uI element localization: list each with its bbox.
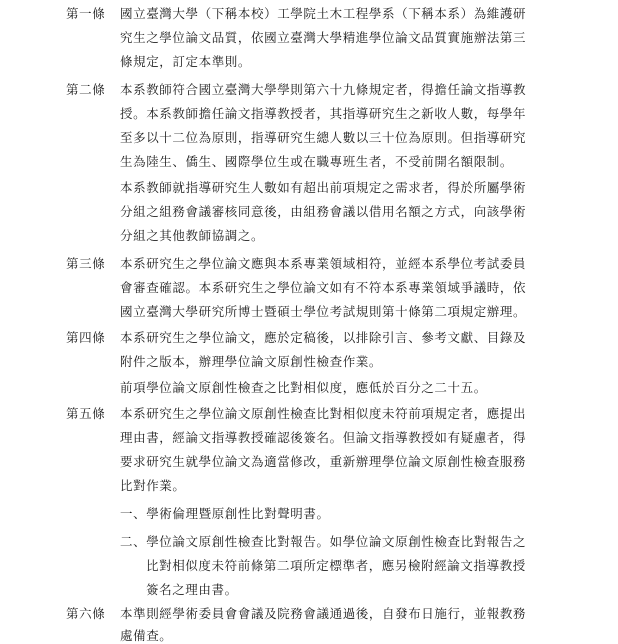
article-5-heading: 第五條 bbox=[66, 406, 106, 421]
article-5-item-2-cont: 比對相似度未符前條第二項所定標準者，應另檢附經論文指導教授 bbox=[146, 558, 526, 573]
article-1-line: 究生之學位論文品質，依國立臺灣大學精進學位論文品質實施辦法第三 bbox=[120, 30, 527, 45]
article-3-heading: 第三條 bbox=[66, 256, 106, 271]
article-4-line: 前項學位論文原創性檢查之比對相似度，應低於百分之二十五。 bbox=[120, 380, 487, 395]
article-3-line: 會審查確認。本系研究生之學位論文如有不符本系專業領域爭議時，依 bbox=[120, 280, 527, 295]
article-1-line: 國立臺灣大學（下稱本校）工學院土木工程學系（下稱本系）為維護研 bbox=[120, 6, 527, 21]
article-2-line: 分組之其他教師協調之。 bbox=[120, 228, 265, 243]
article-5-line: 本系研究生之學位論文原創性檢查比對相似度未符前項規定者，應提出 bbox=[120, 406, 527, 421]
article-6-line: 處備查。 bbox=[120, 628, 173, 643]
article-6-line: 本準則經學術委員會會議及院務會議通過後，自發布日施行，並報教務 bbox=[120, 606, 527, 621]
article-5-item-2-cont: 簽名之理由書。 bbox=[146, 582, 238, 597]
article-5-line: 理由書，經論文指導教授確認後簽名。但論文指導教授如有疑慮者，得 bbox=[120, 430, 527, 445]
article-2-line: 生為陸生、僑生、國際學位生或在職專班生者，不受前開名額限制。 bbox=[120, 154, 514, 169]
article-2-line: 本系教師就指導研究生人數如有超出前項規定之需求者，得於所屬學術 bbox=[120, 180, 527, 195]
article-3-line: 國立臺灣大學研究所博士暨碩士學位考試規則第十條第二項規定辦理。 bbox=[120, 304, 527, 319]
article-1-heading: 第一條 bbox=[66, 6, 106, 21]
article-1-line: 條規定，訂定本準則。 bbox=[120, 54, 252, 69]
article-2-heading: 第二條 bbox=[66, 82, 106, 97]
article-4-line: 附件之版本，辦理學位論文原創性檢查作業。 bbox=[120, 354, 383, 369]
article-2-line: 至多以十二位為原則，指導研究生總人數以三十位為原則。但指導研究 bbox=[120, 130, 527, 145]
article-6-heading: 第六條 bbox=[66, 606, 106, 621]
article-5-line: 比對作業。 bbox=[120, 478, 186, 493]
article-5-item-1: 一、學術倫理暨原創性比對聲明書。 bbox=[120, 506, 330, 521]
article-4-heading: 第四條 bbox=[66, 330, 106, 345]
article-2-line: 本系教師符合國立臺灣大學學則第六十九條規定者，得擔任論文指導教 bbox=[120, 82, 527, 97]
article-3-line: 本系研究生之學位論文應與本系專業領域相符，並經本系學位考試委員 bbox=[120, 256, 527, 271]
article-5-item-2: 二、學位論文原創性檢查比對報告。如學位論文原創性檢查比對報告之 bbox=[120, 534, 527, 549]
article-5-line: 要求研究生就學位論文為適當修改，重新辦理學位論文原創性檢查服務 bbox=[120, 454, 527, 469]
article-2-line: 授。本系教師擔任論文指導教授者，其指導研究生之新收人數，每學年 bbox=[120, 106, 527, 121]
article-2-line: 分組之組務會議審核同意後，由組務會議以借用名額之方式，向該學術 bbox=[120, 204, 527, 219]
article-4-line: 本系研究生之學位論文，應於定稿後，以排除引言、參考文獻、目錄及 bbox=[120, 330, 527, 345]
